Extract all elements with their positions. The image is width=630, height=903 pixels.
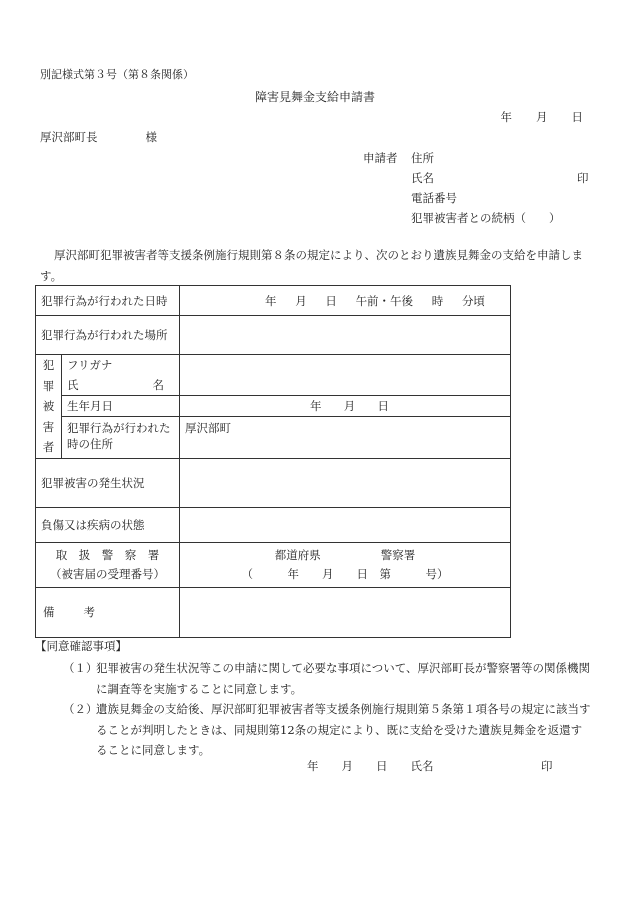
sig-year: 年 bbox=[307, 759, 319, 773]
page-title: 障害見舞金支給申請書 bbox=[254, 90, 375, 104]
addressee-name: 厚沢部町長 bbox=[40, 130, 98, 144]
consent-item bbox=[63, 699, 593, 761]
date-day-label: 日 bbox=[571, 110, 583, 124]
date-month-label: 月 bbox=[536, 110, 548, 124]
victim-address-label: 犯罪行為が行われた時の住所 bbox=[62, 417, 180, 458]
birth-field[interactable] bbox=[180, 396, 511, 417]
intro-text: 厚沢部町犯罪被害者等支援条例施行規則第８条の規定により、次のとおり遺族見舞金の支給を申請します。 bbox=[40, 248, 583, 283]
applicant-label: 申請者 bbox=[363, 151, 398, 165]
situation-field[interactable] bbox=[180, 458, 511, 507]
victim-address-field[interactable]: 厚沢部町 bbox=[180, 417, 511, 458]
datetime-day: 日 bbox=[325, 293, 337, 308]
sig-day: 日 bbox=[376, 759, 388, 773]
consent-heading: 【同意確認事項】 bbox=[35, 639, 127, 653]
birth-day: 日 bbox=[377, 399, 389, 414]
applicant-address-field[interactable]: 住所 bbox=[411, 151, 434, 165]
applicant-seal: 印 bbox=[577, 171, 589, 185]
victim-name-field[interactable] bbox=[180, 355, 511, 396]
place-label: 犯罪行為が行われた場所 bbox=[36, 316, 180, 355]
applicant-relation-field[interactable]: 犯罪被害者との続柄（ ） bbox=[411, 211, 561, 225]
consent-item bbox=[63, 658, 593, 699]
datetime-minute: 分頃 bbox=[461, 293, 485, 308]
date-year-label: 年 bbox=[500, 110, 512, 124]
addressee-suffix: 様 bbox=[145, 130, 157, 144]
birth-month: 月 bbox=[343, 399, 356, 414]
remarks-field[interactable] bbox=[180, 587, 511, 637]
consent-item-text: 犯罪被害の発生状況等この申請に関して必要な事項について、厚沢部町長が警察署等の関係機関に調査等を実施することに同意します。 bbox=[96, 661, 591, 696]
application-table bbox=[35, 285, 511, 638]
consent-item-text: 遺族見舞金の支給後、厚沢部町犯罪被害者等支援条例施行規則第５条第１項各号の規定に該当することが判明したときは、同規則第12条の規定により、既に支給を受けた遺族見舞金を返還することに同意します。 bbox=[96, 702, 591, 757]
addressee bbox=[40, 129, 157, 145]
consent-item-number: （１） bbox=[63, 661, 98, 675]
consent-signature[interactable] bbox=[307, 758, 457, 774]
applicant-phone-field[interactable]: 電話番号 bbox=[411, 191, 457, 205]
police-field[interactable]: 都道府県 警察署 （ 年 月 日 第 号） bbox=[180, 542, 511, 587]
injury-field[interactable] bbox=[180, 507, 511, 542]
datetime-ampm: 午前・午後 bbox=[355, 293, 414, 308]
datetime-field[interactable] bbox=[180, 286, 511, 316]
situation-label: 犯罪被害の発生状況 bbox=[36, 458, 180, 507]
application-date[interactable] bbox=[477, 109, 584, 125]
remarks-label: 備 考 bbox=[36, 587, 180, 637]
place-field[interactable] bbox=[180, 316, 511, 355]
datetime-label: 犯罪行為が行われた日時 bbox=[36, 286, 180, 316]
sig-month: 月 bbox=[341, 759, 353, 773]
injury-label: 負傷又は疾病の状態 bbox=[36, 507, 180, 542]
furigana-label: フリガナ bbox=[62, 355, 180, 376]
victim-name-label: 氏 名 bbox=[62, 375, 180, 396]
datetime-hour: 時 bbox=[431, 293, 444, 308]
consent-seal: 印 bbox=[541, 759, 553, 773]
applicant-name-field[interactable]: 氏名 bbox=[411, 171, 434, 185]
police-label: 取 扱 警 察 署 （被害届の受理番号） bbox=[36, 542, 180, 587]
form-number: 別記様式第３号（第８条関係） bbox=[40, 68, 194, 81]
consent-item-number: （２） bbox=[63, 702, 98, 716]
datetime-year: 年 bbox=[265, 293, 277, 308]
victim-vertical-label: 犯 罪 被 害 者 bbox=[36, 355, 62, 459]
sig-name-label: 氏名 bbox=[410, 759, 434, 773]
datetime-month: 月 bbox=[295, 293, 307, 308]
birth-label: 生年月日 bbox=[62, 396, 180, 417]
birth-year: 年 bbox=[310, 399, 322, 414]
